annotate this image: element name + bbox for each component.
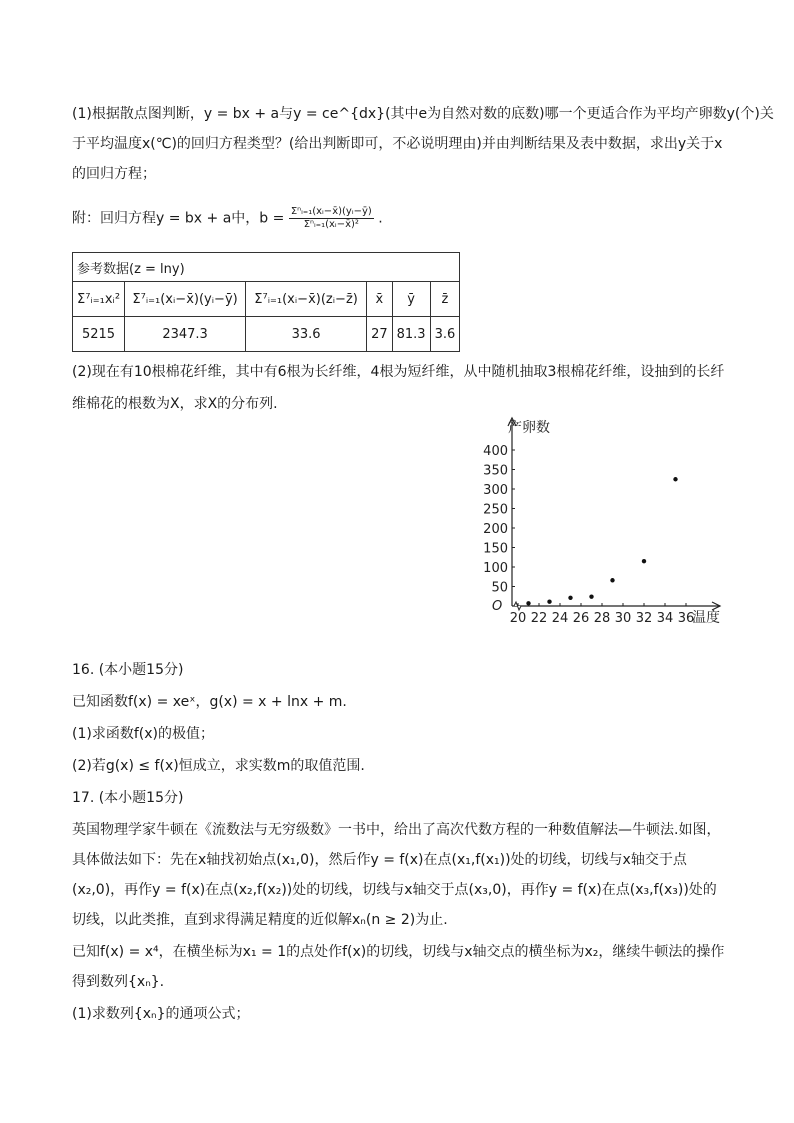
appendix-fraction	[289, 206, 374, 231]
table-value-cell: 81.3	[392, 317, 430, 352]
appendix-numerator: Σⁿᵢ₌₁(xᵢ−x̄)(yᵢ−ȳ)	[290, 206, 372, 217]
appendix-prefix: 附：回归方程y = bx + a中，b =	[72, 210, 285, 227]
appendix-end: .	[378, 210, 383, 227]
y-tick-label: 100	[483, 561, 508, 576]
chart-axes	[492, 418, 720, 626]
x-axis-label: 温度	[692, 610, 720, 626]
table-title: 参考数据(z = lny)	[73, 253, 460, 282]
y-tick-label: 300	[483, 483, 508, 498]
q17-line6: 得到数列{xₙ}.	[72, 974, 165, 990]
table-header-cell: x̄	[367, 282, 393, 317]
q16-line2: (1)求函数f(x)的极值；	[72, 726, 214, 742]
x-tick-label: 32	[635, 611, 653, 626]
q16-line3: (2)若g(x) ≤ f(x)恒成立，求实数m的取值范围.	[72, 758, 365, 774]
scatter-point	[568, 596, 572, 600]
scatter-point	[642, 559, 646, 563]
q15-part1-line3: 的回归方程；	[72, 166, 156, 182]
appendix-denominator: Σⁿᵢ₌₁(xᵢ−x̄)²	[303, 219, 359, 230]
q15-part2-line2: 维棉花的根数为X，求X的分布列.	[72, 396, 278, 412]
q17-line5: 已知f(x) = x⁴，在横坐标为x₁ = 1的点处作f(x)的切线，切线与x轴交点的横坐标为x₂，继续牛顿法的操作	[72, 944, 725, 960]
q17-line1: 英国物理学家牛顿在《流数法与无穷级数》一书中，给出了高次代数方程的一种数值解法—牛顿法.如图，	[72, 822, 721, 838]
scatter-point	[589, 594, 593, 598]
scatter-point	[610, 578, 614, 582]
table-value-cell: 27	[367, 317, 393, 352]
q17-line7: (1)求数列{xₙ}的通项公式；	[72, 1006, 250, 1022]
scatter-point	[673, 477, 677, 481]
scatter-point	[547, 600, 551, 604]
q15-part1-line1: (1)根据散点图判断，y = bx + a与y = ce^{dx}(其中e为自然对数的底数)哪一个更适合作为平均产卵数y(个)关	[72, 106, 774, 122]
table-header-cell: Σ⁷ᵢ₌₁xᵢ²	[73, 282, 125, 317]
table-value-cell: 33.6	[246, 317, 367, 352]
q15-appendix	[72, 206, 383, 231]
scatter-chart	[478, 410, 738, 630]
q15-part1-line2: 于平均温度x(℃)的回归方程类型？(给出判断即可，不必说明理由)并由判断结果及表中数据，求出y关于x	[72, 136, 723, 152]
x-tick-label: 28	[593, 611, 611, 626]
q15-part2-line1: (2)现在有10根棉花纤维，其中有6根为长纤维，4根为短纤维，从中随机抽取3根棉花纤维，设抽到的长纤	[72, 364, 725, 380]
table-header-cell: z̄	[430, 282, 460, 317]
x-tick-label: 22	[530, 611, 548, 626]
x-tick-label: 36	[677, 611, 695, 626]
chart-points	[526, 477, 677, 605]
q17-header: 17. (本小题15分)	[72, 790, 184, 806]
q16-header: 16. (本小题15分)	[72, 662, 184, 678]
table-header-cell: Σ⁷ᵢ₌₁(xᵢ−x̄)(zᵢ−z̄)	[246, 282, 367, 317]
table-header-cell: Σ⁷ᵢ₌₁(xᵢ−x̄)(yᵢ−ȳ)	[125, 282, 246, 317]
table-header-cell: ȳ	[392, 282, 430, 317]
x-tick-label: 26	[572, 611, 590, 626]
q16-line1: 已知函数f(x) = xeˣ，g(x) = x + lnx + m.	[72, 694, 347, 710]
q17-line4: 切线，以此类推，直到求得满足精度的近似解xₙ(n ≥ 2)为止.	[72, 912, 448, 928]
q17-line3: (x₂,0)，再作y = f(x)在点(x₂,f(x₂))处的切线，切线与x轴交于点(x₃,0)，再作y = f(x)在点(x₃,f(x₃))处的	[72, 882, 717, 898]
y-tick-label: 250	[483, 502, 508, 518]
y-tick-label: 150	[483, 541, 508, 557]
x-tick-label: 20	[509, 611, 527, 626]
table-value-cell: 2347.3	[125, 317, 246, 352]
origin-label: O	[492, 599, 503, 614]
x-tick-label: 34	[656, 611, 674, 626]
x-tick-label: 30	[614, 611, 632, 626]
y-axis-label: 产卵数	[508, 420, 550, 436]
chart-ticks	[483, 444, 694, 626]
reference-data-table	[72, 252, 460, 352]
y-tick-label: 200	[483, 522, 508, 537]
scatter-point	[526, 601, 530, 605]
y-tick-label: 400	[483, 444, 508, 459]
q17-line2: 具体做法如下：先在x轴找初始点(x₁,0)，然后作y = f(x)在点(x₁,f(x₁))处的切线，切线与x轴交于点	[72, 852, 687, 868]
table-value-cell: 5215	[73, 317, 125, 352]
y-tick-label: 50	[491, 580, 508, 596]
x-tick-label: 24	[551, 611, 569, 626]
y-tick-label: 350	[483, 463, 508, 479]
table-value-cell: 3.6	[430, 317, 460, 352]
